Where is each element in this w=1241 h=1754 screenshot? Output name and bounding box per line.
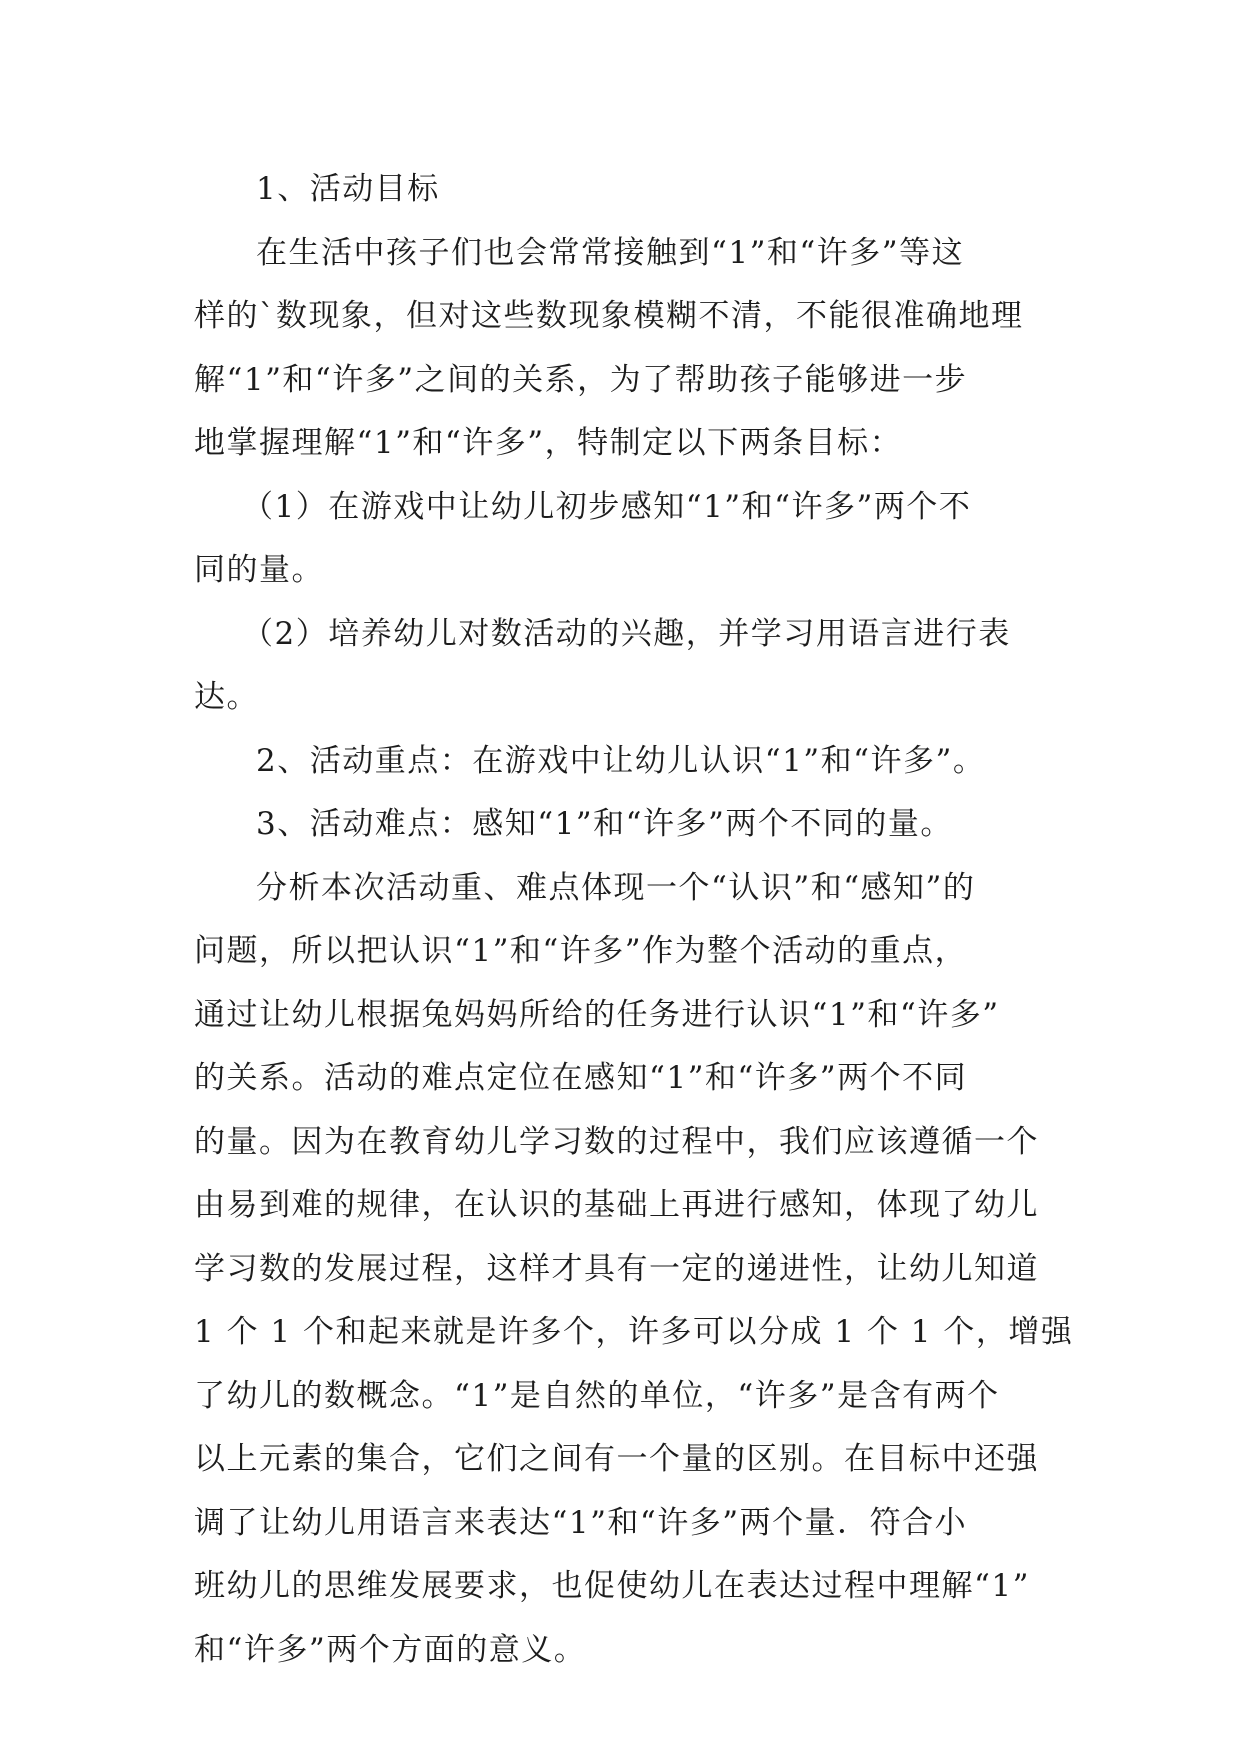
paragraph-line: 以上元素的集合，它们之间有一个量的区别。在目标中还强 xyxy=(194,1441,1039,1477)
paragraph-line: 由易到难的规律，在认识的基础上再进行感知，体现了幼儿 xyxy=(194,1187,1039,1223)
paragraph-line: 的量。因为在教育幼儿学习数的过程中，我们应该遵循一个 xyxy=(194,1123,1039,1160)
section-heading-difficulty: 3、活动难点：感知“1”和“许多”两个不同的量。 xyxy=(256,806,953,842)
paragraph-line: 解“1”和“许多”之间的关系，为了帮助孩子能够进一步 xyxy=(194,361,968,398)
paragraph-line: 班幼儿的思维发展要求，也促使幼儿在表达过程中理解“1” xyxy=(194,1568,1030,1604)
objective-item-1: （1）在游戏中让幼儿初步感知“1”和“许多”两个不 xyxy=(242,488,972,525)
document-body xyxy=(194,158,1074,1682)
paragraph-line: 问题，所以把认识“1”和“许多”作为整个活动的重点， xyxy=(194,933,968,969)
paragraph-line: 分析本次活动重、难点体现一个“认识”和“感知”的 xyxy=(256,869,976,906)
paragraph-line: 的关系。活动的难点定位在感知“1”和“许多”两个不同 xyxy=(194,1060,968,1096)
section-heading-objectives: 1、活动目标 xyxy=(256,171,440,207)
objective-item-2: （2）培养幼儿对数活动的兴趣，并学习用语言进行表 xyxy=(242,615,1011,652)
section-heading-focus: 2、活动重点：在游戏中让幼儿认识“1”和“许多”。 xyxy=(256,742,986,779)
paragraph-line: 1 个 1 个和起来就是许多个，许多可以分成 1 个 1 个，增强 xyxy=(194,1314,1074,1350)
paragraph-line: 和“许多”两个方面的意义。 xyxy=(194,1631,587,1668)
paragraph-line: 地掌握理解“1”和“许多”，特制定以下两条目标： xyxy=(194,425,903,461)
paragraph-line: 在生活中孩子们也会常常接触到“1”和“许多”等这 xyxy=(256,234,965,271)
paragraph-line: 达。 xyxy=(194,679,259,715)
paragraph-line: 学习数的发展过程，这样才具有一定的递进性，让幼儿知道 xyxy=(194,1250,1039,1287)
paragraph-line: 了幼儿的数概念。“1”是自然的单位，“许多”是含有两个 xyxy=(194,1377,1000,1414)
paragraph-line: 通过让幼儿根据兔妈妈所给的任务进行认识“1”和“许多” xyxy=(194,996,1000,1033)
paragraph-line: 同的量。 xyxy=(194,552,324,588)
paragraph-line: 样的`数现象，但对这些数现象模糊不清，不能很准确地理 xyxy=(194,298,1024,334)
paragraph-line: 调了让幼儿用语言来表达“1”和“许多”两个量．符合小 xyxy=(194,1504,968,1541)
